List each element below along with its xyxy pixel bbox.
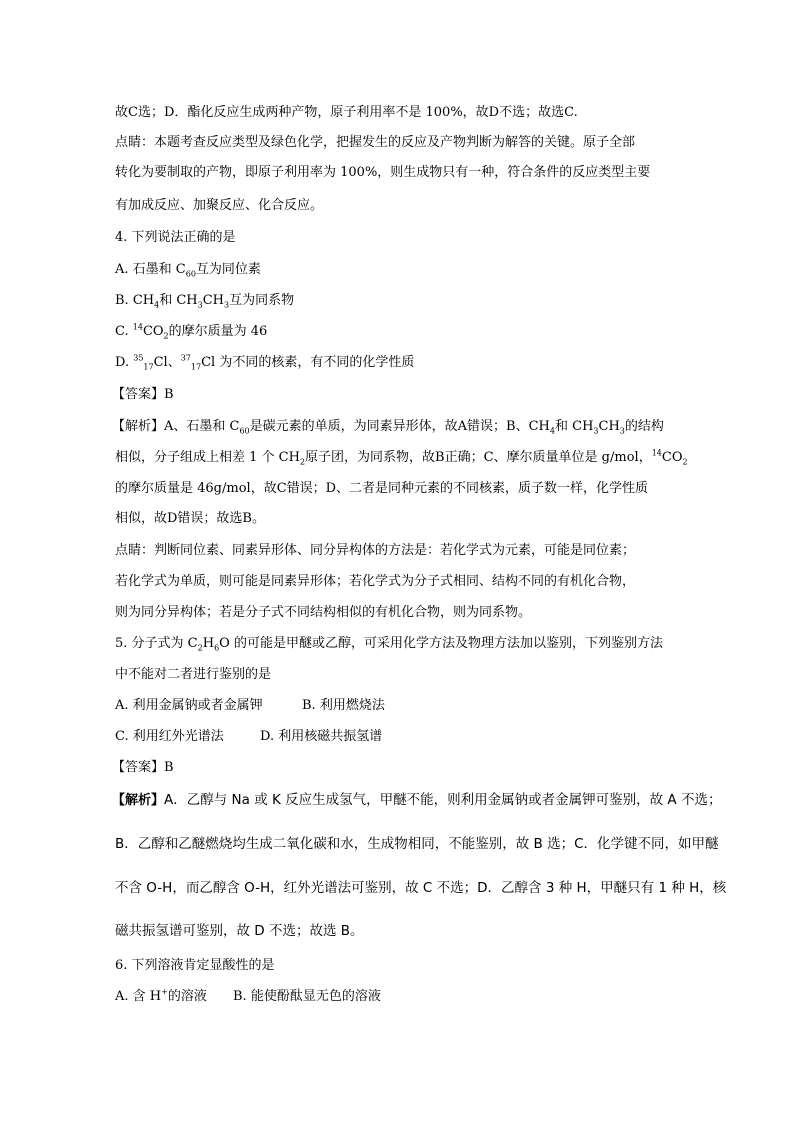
text-line: 转化为要制取的产物，即原子利用率为 100%，则生成物只有一种，符合条件的反应类型主要 [115,165,651,180]
q5-explanation-line: 不含 O-H，而乙醇含 O-H，红外光谱法可鉴别，故 C 不选；D．乙醇含 3 种 H，甲醚只有 1 种 H，核 [115,880,727,896]
q4-option-b: B. $CH_4$和 $CH_3CH_3$互为同系物 [115,293,295,310]
text-line: 故C选；D．酯化反应生成两种产物，原子利用率不是 100%，故D不选；故选C. [115,105,578,120]
question-5-stem: 5. 分子式为 $C_2H_6O$ 的可能是甲醚或乙醇，可采用化学方法及物理方法加以鉴别，下列鉴别方法 [115,636,663,653]
text-line: 有加成反应、加聚反应、化合反应。 [115,198,324,213]
q5-explanation-line: 磁共振氢谱可鉴别，故 D 不选；故选 B。 [115,923,364,939]
q4-answer: 【答案】B [112,387,174,402]
q5-option-a: A. 利用金属钠或者金属钾 [115,698,263,713]
q5-explanation-line: B．乙醇和乙醚燃烧均生成二氧化碳和水，生成物相同，不能鉴别，故 B 选；C．化学键不同，如甲醚 [115,836,719,852]
q4-explanation-line: 相似，故D错误；故选B。 [115,511,265,526]
q5-option-b: B. 利用燃烧法 [302,698,385,713]
q4-explanation-line: 相似，分子组成上相差 1 个 $CH_2$原子团，为同系物，故B正确；C、摩尔质量单位是 g/mol，$^{14}CO_2$ [115,448,688,467]
q5-option-c: C. 利用红外光谱法 [115,729,224,744]
q4-option-d: D. $^{35}_{17}$Cl、$^{37}_{17}$Cl 为不同的核素，有不同的化学性质 [115,353,415,372]
q4-explanation-line: 【解析】A、石墨和 $C_{60}$是碳元素的单质，为同素异形体，故A错误；B、$CH_4$和 $CH_3CH_3$的结构 [112,419,664,436]
q5-explanation-line: 【解析】A．乙醇与 Na 或 K 反应生成氢气，甲醚不能，则利用金属钠或者金属钾可鉴别，故 A 不选； [112,792,722,808]
q4-note-line: 点睛：判断同位素、同素异形体、同分异构体的方法是：若化学式为元素，可能是同位素； [115,543,636,558]
q4-option-c: C. $^{14}CO_2$的摩尔质量为 46 [115,322,268,341]
q6-option-a: A. 含 H+的溶液 [115,987,207,1004]
q4-note-line: 则为同分异构体；若是分子式不同结构相似的有机化合物，则为同系物。 [115,605,532,620]
q5-answer: 【答案】B [112,760,174,775]
q4-explanation-line: 的摩尔质量是 46g/mol，故C错误；D、二者是同种元素的不同核素，质子数一样，化学性质 [115,481,649,496]
q4-note-line: 若化学式为单质，则可能是同素异形体；若化学式为分子式相同、结构不同的有机化合物， [115,574,636,589]
question-6-stem: 6. 下列溶液肯定显酸性的是 [115,958,275,973]
question-4-stem: 4. 下列说法正确的是 [115,230,236,245]
question-5-stem-cont: 中不能对二者进行鉴别的是 [115,667,272,682]
q5-option-d: D. 利用核磁共振氢谱 [260,729,383,744]
text-line: 点睛：本题考查反应类型及绿色化学，把握发生的反应及产物判断为解答的关键。原子全部 [115,135,636,150]
q6-option-b: B. 能使酚酞显无色的溶液 [233,989,381,1004]
q4-option-a: A. 石墨和 $C_{60}$互为同位素 [115,262,261,279]
